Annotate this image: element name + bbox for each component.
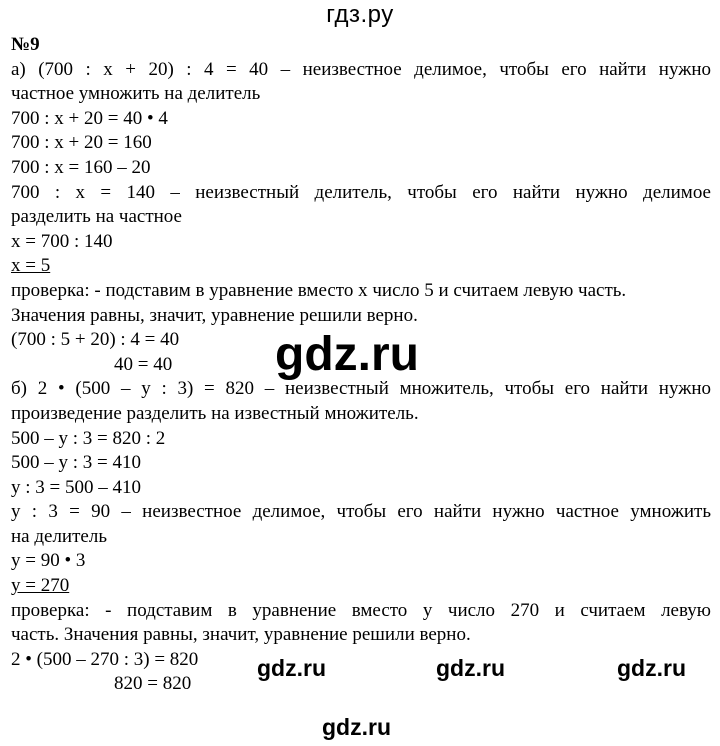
text-line: 500 – y : 3 = 820 : 2: [11, 427, 166, 449]
text-line: 2 • (500 – 270 : 3) = 820: [11, 648, 199, 670]
text-line: (700 : 5 + 20) : 4 = 40: [11, 329, 180, 351]
text-line: 40 = 40: [114, 353, 173, 375]
text-line: x = 700 : 140: [11, 230, 113, 252]
text-line: 700 : x + 20 = 160: [11, 132, 152, 154]
text-line: б) 2 • (500 – y : 3) = 820 – неизвестный множитель, чтобы его найти нужно: [11, 378, 711, 400]
text-line: частное умножить на делитель: [11, 83, 261, 105]
text-line: 700 : x = 160 – 20: [11, 156, 151, 178]
text-line: Значения равны, значит, уравнение решили верно.: [11, 304, 418, 326]
text-line: 820 = 820: [114, 673, 192, 695]
text-line: часть. Значения равны, значит, уравнение решили верно.: [11, 624, 471, 646]
site-header: гдз.ру: [326, 1, 394, 28]
text-line: проверка: - подставим в уравнение вместо y число 270 и считаем левую: [11, 599, 711, 621]
text-line: y = 90 • 3: [11, 550, 86, 572]
text-line: произведение разделить на известный множитель.: [11, 402, 419, 424]
text-line: проверка: - подставим в уравнение вместо x число 5 и считаем левую часть.: [11, 279, 627, 301]
watermark-3: gdz.ru: [617, 655, 686, 681]
watermark-2: gdz.ru: [436, 655, 505, 681]
text-line: №9: [11, 34, 40, 55]
watermark-1: gdz.ru: [257, 655, 326, 681]
watermark-bottom: gdz.ru: [322, 714, 391, 740]
text-line: 500 – y : 3 = 410: [11, 452, 141, 474]
watermark-center: gdz.ru: [275, 328, 419, 381]
text-line: разделить на частное: [11, 206, 182, 228]
text-line: y : 3 = 500 – 410: [11, 476, 141, 498]
text-line: y = 270: [11, 575, 70, 597]
text-line: 700 : x + 20 = 40 • 4: [11, 107, 168, 129]
text-line: 700 : x = 140 – неизвестный делитель, чтобы его найти нужно делимое: [11, 181, 711, 203]
text-line: на делитель: [11, 525, 107, 547]
text-line: y : 3 = 90 – неизвестное делимое, чтобы его найти нужно частное умножить: [11, 501, 711, 523]
text-line: x = 5: [11, 255, 51, 277]
text-line: а) (700 : x + 20) : 4 = 40 – неизвестное делимое, чтобы его найти нужно: [11, 58, 711, 80]
